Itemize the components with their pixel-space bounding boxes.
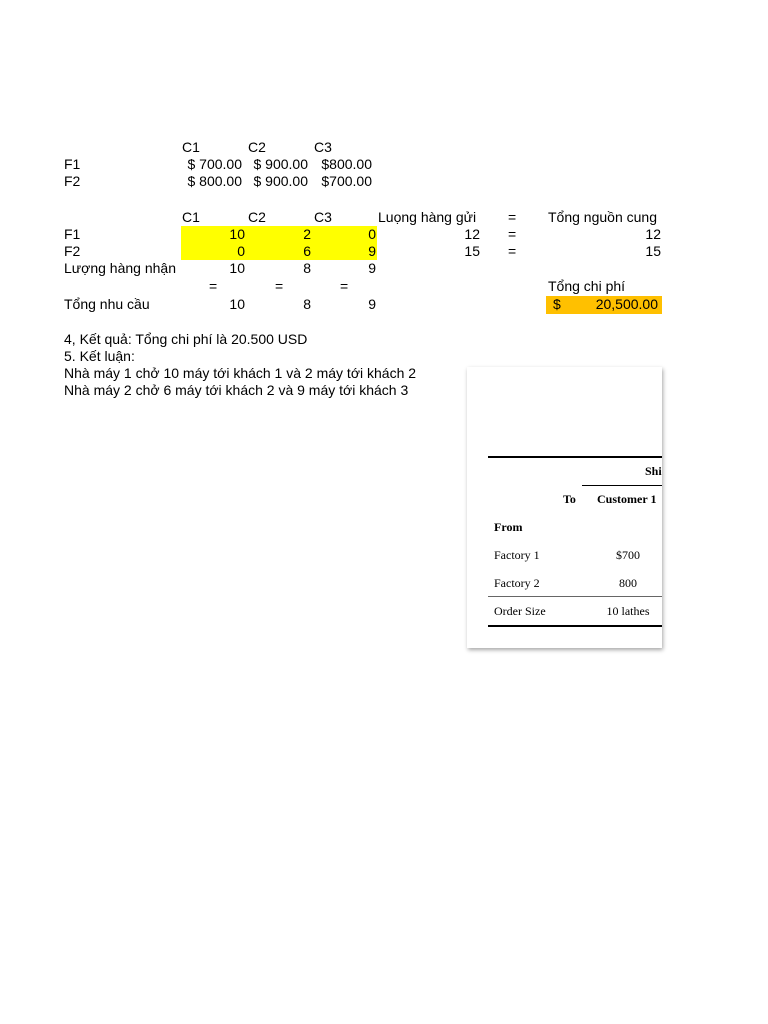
- order-rule: [488, 596, 662, 597]
- total-cost-label: Tổng chi phí: [548, 278, 626, 294]
- factory-1-cost: $700: [616, 548, 640, 562]
- cost-row-label: F1: [64, 156, 81, 172]
- supply-cell: 15: [645, 243, 661, 259]
- sent-cell: 12: [464, 226, 480, 242]
- decision-cell[interactable]: 0: [368, 226, 376, 242]
- demand-label: Tổng nhu cầu: [64, 296, 150, 312]
- decision-cell[interactable]: 6: [303, 243, 311, 259]
- bottom-rule: [488, 625, 662, 627]
- sol-header-sent: Luọng hàng gửi: [378, 209, 477, 225]
- received-cell: 10: [229, 260, 245, 276]
- received-cell: 9: [368, 260, 376, 276]
- cost-cell: $ 700.00: [187, 156, 242, 172]
- cost-cell: $ 800.00: [187, 173, 242, 189]
- conclusion-line: Nhà máy 2 chở 6 máy tới khách 2 và 9 máy tới khách 3: [64, 382, 409, 398]
- eq-sign: =: [275, 278, 284, 294]
- sol-header-c2: C2: [248, 209, 266, 225]
- eq-sign: =: [209, 278, 218, 294]
- received-label: Lượng hàng nhận: [64, 260, 176, 276]
- cost-header-c3: C3: [314, 139, 332, 155]
- decision-cell[interactable]: 2: [303, 226, 311, 242]
- cost-cell: $ 900.00: [253, 173, 308, 189]
- eq-sign: =: [340, 278, 349, 294]
- factory-2-label: Factory 2: [494, 576, 540, 590]
- from-label: From: [494, 520, 523, 534]
- result-line: 4, Kết quả: Tổng chi phí là 20.500 USD: [64, 331, 308, 347]
- conclusion-heading: 5. Kết luận:: [64, 348, 135, 364]
- header-rule: [582, 485, 662, 486]
- total-cost-value[interactable]: 20,500.00: [595, 296, 658, 312]
- cost-header-c1: C1: [182, 139, 200, 155]
- cost-header-c2: C2: [248, 139, 266, 155]
- cost-cell: $700.00: [321, 173, 372, 189]
- to-label: To: [563, 492, 576, 506]
- sol-header-supply: Tổng nguồn cung: [548, 209, 657, 225]
- order-size-value: 10 lathes: [606, 604, 650, 618]
- received-cell: 8: [303, 260, 311, 276]
- total-cost-currency: $: [553, 296, 561, 312]
- demand-cell: 9: [368, 296, 376, 312]
- sol-header-c3: C3: [314, 209, 332, 225]
- sent-cell: 15: [464, 243, 480, 259]
- demand-cell: 10: [229, 296, 245, 312]
- sol-header-eq: =: [508, 209, 517, 225]
- supply-cell: 12: [645, 226, 661, 242]
- cost-cell: $800.00: [321, 156, 372, 172]
- eq-sign: =: [508, 226, 517, 242]
- eq-sign: =: [508, 243, 517, 259]
- sol-row-label: F1: [64, 226, 81, 242]
- sol-header-c1: C1: [182, 209, 200, 225]
- factory-1-label: Factory 1: [494, 548, 540, 562]
- demand-cell: 8: [303, 296, 311, 312]
- conclusion-line: Nhà máy 1 chở 10 máy tới khách 1 và 2 máy tới khách 2: [64, 365, 417, 381]
- factory-2-cost: 800: [619, 576, 637, 590]
- cost-row-label: F2: [64, 173, 81, 189]
- shipping-header: Shi: [645, 464, 662, 478]
- cost-cell: $ 900.00: [253, 156, 308, 172]
- embedded-table-image[interactable]: [467, 367, 662, 648]
- customer-header: Customer 1: [597, 492, 657, 506]
- decision-cell[interactable]: 10: [229, 226, 245, 242]
- decision-cell[interactable]: 0: [237, 243, 245, 259]
- decision-cell[interactable]: 9: [368, 243, 376, 259]
- top-rule: [488, 456, 662, 458]
- order-size-label: Order Size: [494, 604, 546, 618]
- sol-row-label: F2: [64, 243, 81, 259]
